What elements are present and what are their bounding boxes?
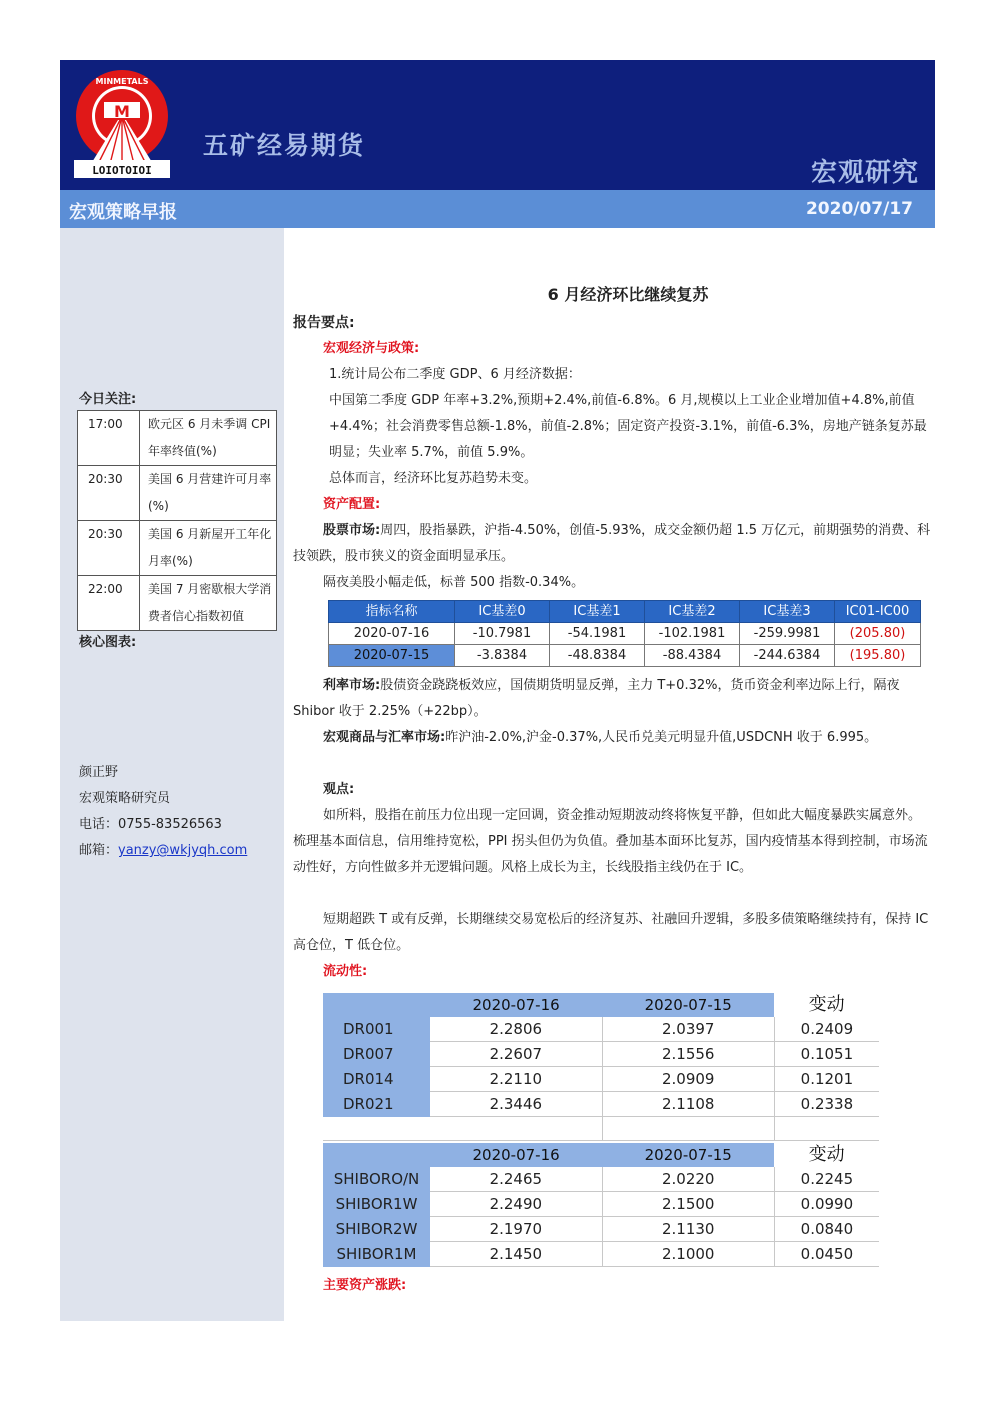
table-cell: (195.80) <box>835 645 921 667</box>
schedule-time: 20:30 <box>78 466 140 521</box>
table-cell: 2020-07-15 <box>329 645 455 667</box>
table-cell: 0.2409 <box>774 1017 879 1042</box>
schedule-time: 17:00 <box>78 411 140 466</box>
schedule-time: 20:30 <box>78 521 140 576</box>
equity-label: 股票市场: <box>323 523 381 538</box>
table-cell: 2.1000 <box>602 1242 774 1267</box>
table-cell: 2.0397 <box>602 1017 774 1042</box>
table-header-blank <box>323 993 430 1017</box>
table-header: IC01-IC00 <box>835 601 921 623</box>
table-header: 2020-07-15 <box>602 1143 774 1167</box>
schedule-row <box>78 466 277 521</box>
view-paragraph-1: 如所料，股指在前压力位出现一定回调，资金推动短期波动终将恢复平静，但如此大幅度暴跌实属意外。梳理基本面信息，信用维持宽松，PPI 拐头但仍为负值。叠加基本面环比复苏，国内疫情基本得到控制，市场流动性好，方向性做多并无逻辑问题。风格上成长为主，长线股指主线仍在于 IC。 <box>293 808 928 875</box>
table-cell: -102.1981 <box>645 623 740 645</box>
table-row <box>323 1217 879 1242</box>
macro-item-1: 1.统计局公布二季度 GDP、6 月经济数据： <box>329 367 581 382</box>
table-cell: 2020-07-16 <box>329 623 455 645</box>
svg-text:LOIOTOIOI: LOIOTOIOI <box>92 164 152 177</box>
report-band <box>60 190 935 228</box>
table-cell: 2.2806 <box>430 1017 602 1042</box>
table-cell: 0.0990 <box>774 1192 879 1217</box>
table-cell: SHIBOR2W <box>323 1217 430 1242</box>
schedule-event: 美国 6 月营建许可月率(%) <box>140 466 277 521</box>
table-cell: -54.1981 <box>550 623 645 645</box>
table-cell: 0.1051 <box>774 1042 879 1067</box>
schedule-event: 美国 7 月密歇根大学消费者信心指数初值 <box>140 576 277 631</box>
table-cell: DR014 <box>323 1067 430 1092</box>
macro-item-3: 总体而言，经济环比复苏趋势未变。 <box>329 471 538 486</box>
table-cell: SHIBOR1M <box>323 1242 430 1267</box>
table-cell: 2.3446 <box>430 1092 602 1117</box>
schedule-table <box>77 410 277 631</box>
table-cell: -48.8384 <box>550 645 645 667</box>
sidebar <box>60 228 284 1321</box>
fx-text: 昨沪油-2.0%,沪金-0.37%,人民币兑美元明显升值,USDCNH 收于 6.995。 <box>445 730 878 745</box>
email-link[interactable]: yanzy@wkjyqh.com <box>118 843 248 858</box>
table-cell: 0.0450 <box>774 1242 879 1267</box>
table-cell: -244.6384 <box>740 645 835 667</box>
today-focus-label: 今日关注: <box>79 392 137 407</box>
table-cell: 2.1500 <box>602 1192 774 1217</box>
table-row <box>323 1242 879 1267</box>
table-cell: (205.80) <box>835 623 921 645</box>
table-header: 2020-07-15 <box>602 993 774 1017</box>
macro-heading: 宏观经济与政策: <box>323 341 420 356</box>
ic-basis-table <box>328 600 921 667</box>
table-header: 2020-07-16 <box>430 1143 602 1167</box>
asset-allocation-heading: 资产配置: <box>323 497 381 512</box>
svg-text:MINMETALS: MINMETALS <box>95 77 149 86</box>
key-points-heading: 报告要点: <box>293 315 355 331</box>
rate-text: 股债资金跷跷板效应，国债期货明显反弹，主力 T+0.32%，货币资金利率边际上行，隔夜 Shibor 收于 2.25%（+22bp）。 <box>293 678 900 719</box>
table-cell: 2.1556 <box>602 1042 774 1067</box>
table-cell: 2.1970 <box>430 1217 602 1242</box>
table-row <box>329 645 921 667</box>
schedule-event: 欧元区 6 月未季调 CPI 年率终值(%) <box>140 411 277 466</box>
table-cell: -10.7981 <box>455 623 550 645</box>
spacer <box>293 751 933 777</box>
report-body <box>293 282 933 1299</box>
liquidity-heading: 流动性: <box>323 964 368 979</box>
table-header: IC基差3 <box>740 601 835 623</box>
table-header: 2020-07-16 <box>430 993 602 1017</box>
table-row <box>323 1167 879 1192</box>
report-type: 宏观策略早报 <box>69 202 177 223</box>
table-row <box>323 1017 879 1042</box>
table-cell: 2.2490 <box>430 1192 602 1217</box>
table-header-row <box>329 601 921 623</box>
table-row-empty <box>323 1117 879 1141</box>
author-phone: 电话：0755-83526563 <box>79 817 222 832</box>
core-chart-label: 核心图表: <box>79 635 137 650</box>
table-row <box>329 623 921 645</box>
table-cell: 2.0909 <box>602 1067 774 1092</box>
table-row <box>323 1042 879 1067</box>
table-cell: 2.2110 <box>430 1067 602 1092</box>
table-header: 指标名称 <box>329 601 455 623</box>
table-cell: 2.1450 <box>430 1242 602 1267</box>
table-cell: 2.2607 <box>430 1042 602 1067</box>
table-cell: 2.1108 <box>602 1092 774 1117</box>
table-cell: 2.0220 <box>602 1167 774 1192</box>
fx-label: 宏观商品与汇率市场: <box>323 730 446 745</box>
svg-text:M: M <box>114 102 130 121</box>
table-cell: DR007 <box>323 1042 430 1067</box>
table-header-row <box>323 1143 879 1167</box>
asset-change-heading: 主要资产涨跌: <box>323 1278 407 1293</box>
schedule-row <box>78 576 277 631</box>
equity-paragraph <box>293 518 933 570</box>
fx-paragraph <box>293 725 933 751</box>
view-heading: 观点: <box>323 782 355 797</box>
table-cell <box>602 1117 774 1141</box>
rate-paragraph <box>293 673 933 725</box>
table-cell: DR021 <box>323 1092 430 1117</box>
table-cell: 2.2465 <box>430 1167 602 1192</box>
author-block <box>79 760 247 864</box>
table-cell: 0.2245 <box>774 1167 879 1192</box>
table-header: 变动 <box>774 993 879 1017</box>
table-cell: -259.9981 <box>740 623 835 645</box>
author-email-row <box>79 838 247 864</box>
table-cell: 0.1201 <box>774 1067 879 1092</box>
table-header: IC基差0 <box>455 601 550 623</box>
schedule-time: 22:00 <box>78 576 140 631</box>
table-header: IC基差2 <box>645 601 740 623</box>
report-header <box>60 60 935 190</box>
macro-item-2: 中国第二季度 GDP 年率+3.2%,预期+2.4%,前值-6.8%。6 月,规模以上工业企业增加值+4.8%,前值+4.4%；社会消费零售总额-1.8%，前值-2.8%；固定资产投资-3.1%，前值-6.3%，房地产链条复苏最明显；失业率 5.7%，前值 5.9%。 <box>329 393 927 460</box>
dr-rate-table <box>323 993 879 1141</box>
report-date: 2020/07/17 <box>805 199 913 219</box>
shibor-table <box>323 1143 879 1267</box>
company-name: 五矿经易期货 <box>203 131 366 160</box>
table-cell: -3.8384 <box>455 645 550 667</box>
table-cell: 2.1130 <box>602 1217 774 1242</box>
table-row <box>323 1092 879 1117</box>
schedule-row <box>78 521 277 576</box>
author-name: 颜正野 <box>79 765 119 780</box>
equity-text: 周四，股指暴跌，沪指-4.50%，创值-5.93%，成交金额仍超 1.5 万亿元，前期强势的消费、科技领跌，股市狭义的资金面明显承压。 <box>293 523 931 564</box>
department-name: 宏观研究 <box>810 158 919 188</box>
table-cell: SHIBORO/N <box>323 1167 430 1192</box>
table-row <box>323 1192 879 1217</box>
email-label: 邮箱： <box>79 843 119 858</box>
table-cell <box>430 1117 602 1141</box>
table-cell <box>774 1117 879 1141</box>
minmetals-logo-icon <box>74 68 170 178</box>
table-header-blank <box>323 1143 430 1167</box>
table-cell: -88.4384 <box>645 645 740 667</box>
author-title: 宏观策略研究员 <box>79 791 171 806</box>
schedule-event: 美国 6 月新屋开工年化月率(%) <box>140 521 277 576</box>
us-market-text: 隔夜美股小幅走低，标普 500 指数-0.34%。 <box>323 575 585 590</box>
table-cell: SHIBOR1W <box>323 1192 430 1217</box>
table-cell: 0.2338 <box>774 1092 879 1117</box>
table-header-row <box>323 993 879 1017</box>
view-paragraph-2: 短期超跌 T 或有反弹，长期继续交易宽松后的经济复苏、社融回升逻辑，多股多债策略继续持有，保持 IC 高仓位，T 低仓位。 <box>293 912 929 953</box>
rate-label: 利率市场: <box>323 678 381 693</box>
table-row <box>323 1067 879 1092</box>
report-title: 6 月经济环比继续复苏 <box>547 285 709 304</box>
schedule-row <box>78 411 277 466</box>
table-cell: DR001 <box>323 1017 430 1042</box>
table-header: 变动 <box>774 1143 879 1167</box>
spacer <box>293 881 933 907</box>
table-cell <box>323 1117 430 1141</box>
table-header: IC基差1 <box>550 601 645 623</box>
table-cell: 0.0840 <box>774 1217 879 1242</box>
